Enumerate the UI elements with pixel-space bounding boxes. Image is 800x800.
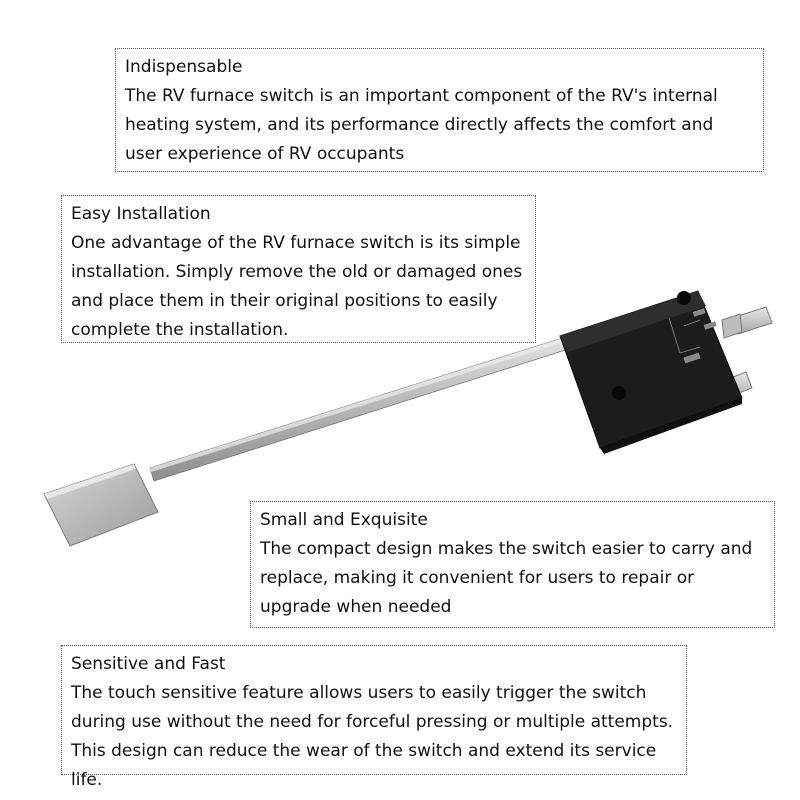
panel-title: Sensitive and Fast	[71, 654, 226, 674]
panel-body: One advantage of the RV furnace switch is its simple installation. Simply remove the old or damaged ones and place them in their original positions to easily complete the installation.	[71, 233, 523, 340]
lever-pad	[44, 464, 158, 546]
panel-body: The compact design makes the switch easier to carry and replace, making it convenient for users to repair or upgrade when needed	[260, 539, 753, 617]
feature-panel-sensitive-and-fast	[61, 645, 687, 790]
lever-arm	[150, 335, 578, 481]
feature-panel-easy-installation	[61, 195, 536, 343]
panel-body: The touch sensitive feature allows users to easily trigger the switch during use without the need for forceful pressing or multiple attempts. This design can reduce the wear of the switch and extend its service life.	[71, 683, 674, 790]
panel-title: Small and Exquisite	[260, 510, 428, 530]
switch-body	[560, 291, 742, 454]
feature-panel-indispensable	[115, 48, 764, 172]
panel-title: Easy Installation	[71, 204, 211, 224]
panel-body: The RV furnace switch is an important component of the RV's internal heating system, and its performance directly affects the comfort and user experience of RV occupants	[125, 86, 718, 164]
terminal-top	[722, 307, 772, 338]
feature-panel-small-and-exquisite	[250, 501, 775, 628]
panel-title: Indispensable	[125, 57, 243, 77]
